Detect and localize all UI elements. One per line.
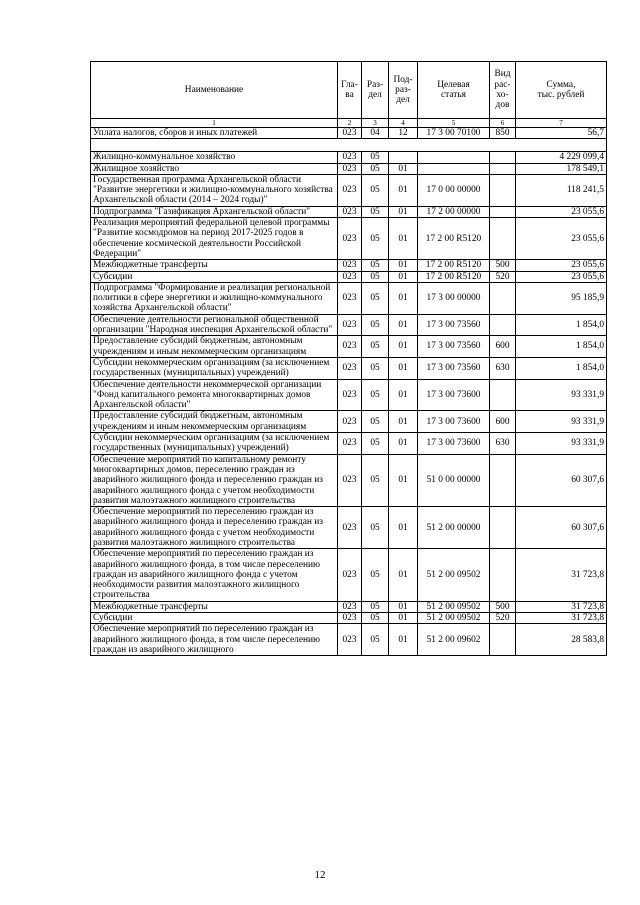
row-name: Межбюджетные трансферты (91, 260, 338, 271)
row-target: 17 3 00 73560 (418, 314, 490, 336)
row-name: Обеспечение деятельности некоммерческой организации "Фонд капитального ремонта многоквартирных домов Архангельской области" (91, 379, 338, 411)
column-number: 2 (338, 119, 362, 128)
row-subsection: 01 (389, 507, 418, 549)
row-name: Уплата налогов, сборов и иных платежей (91, 128, 338, 139)
row-expense-type (490, 282, 516, 314)
table-row (91, 549, 607, 601)
row-subsection: 01 (389, 218, 418, 260)
row-section: 05 (362, 336, 389, 358)
row-chapter: 023 (338, 282, 362, 314)
row-name: Предоставление субсидий бюджетным, автономным учреждениям и иным некоммерческим организациям (91, 411, 338, 433)
column-number: 3 (362, 119, 389, 128)
column-number: 4 (389, 119, 418, 128)
table-row (91, 163, 607, 174)
row-amount: 93 331,9 (516, 379, 607, 411)
row-amount: 23 055,6 (516, 206, 607, 217)
row-expense-type (490, 549, 516, 601)
row-expense-type (490, 314, 516, 336)
table-row (91, 454, 607, 506)
header-section: Раз- дел (362, 62, 389, 119)
row-chapter: 023 (338, 271, 362, 282)
spacer-cell (490, 139, 516, 152)
row-target (418, 163, 490, 174)
row-target (418, 152, 490, 163)
row-amount: 1 854,0 (516, 336, 607, 358)
row-name: Обеспечение мероприятий по переселению граждан из аварийного жилищного фонда, в том числе переселению граждан из аварийного жилищного фонда с учетом необходимости развития малоэтажного жилищного строительства (91, 549, 338, 601)
table-row (91, 174, 607, 206)
row-section: 05 (362, 174, 389, 206)
row-amount: 1 854,0 (516, 357, 607, 379)
row-target: 51 2 00 09502 (418, 549, 490, 601)
spacer-cell (389, 139, 418, 152)
row-section: 05 (362, 549, 389, 601)
row-amount: 56,7 (516, 128, 607, 139)
row-chapter: 023 (338, 454, 362, 506)
row-section: 05 (362, 206, 389, 217)
row-expense-type (490, 174, 516, 206)
row-name: Реализация мероприятий федеральной целевой программы "Развитие космодромов на период 2017-2025 годов в обеспечение космической деятельности Российской Федерации" (91, 218, 338, 260)
row-name: Подпрограмма "Формирование и реализация региональной политики в сфере энергетики и жилищно-коммунального хозяйства Архангельской области" (91, 282, 338, 314)
row-chapter: 023 (338, 206, 362, 217)
row-subsection: 01 (389, 613, 418, 624)
row-subsection: 01 (389, 379, 418, 411)
row-name: Межбюджетные трансферты (91, 601, 338, 612)
row-chapter: 023 (338, 314, 362, 336)
row-expense-type: 520 (490, 271, 516, 282)
row-name: Субсидии (91, 271, 338, 282)
row-target: 51 2 00 09602 (418, 624, 490, 656)
row-target: 51 2 00 00000 (418, 507, 490, 549)
row-subsection: 01 (389, 624, 418, 656)
row-name: Подпрограмма "Газификация Архангельской области" (91, 206, 338, 217)
table-row (91, 433, 607, 455)
row-name: Государственная программа Архангельской области "Развитие энергетики и жилищно-коммунального хозяйства Архангельской области (2014 – 2024 годы)" (91, 174, 338, 206)
row-target: 17 3 00 73600 (418, 379, 490, 411)
row-target: 17 3 00 00000 (418, 282, 490, 314)
row-name: Субсидии некоммерческим организациям (за исключением государственных (муниципальных) учреждений) (91, 357, 338, 379)
row-subsection: 01 (389, 174, 418, 206)
row-chapter: 023 (338, 218, 362, 260)
row-chapter: 023 (338, 411, 362, 433)
row-section: 04 (362, 128, 389, 139)
header-name: Наименование (91, 62, 338, 119)
row-amount: 178 549,1 (516, 163, 607, 174)
table-row (91, 314, 607, 336)
row-expense-type: 630 (490, 433, 516, 455)
spacer-cell (338, 139, 362, 152)
column-number-row (91, 119, 607, 128)
row-subsection: 01 (389, 260, 418, 271)
row-section: 05 (362, 218, 389, 260)
row-section: 05 (362, 271, 389, 282)
row-chapter: 023 (338, 613, 362, 624)
row-target: 17 2 00 R5120 (418, 260, 490, 271)
row-subsection: 01 (389, 314, 418, 336)
row-target: 51 2 00 09502 (418, 601, 490, 612)
row-chapter: 023 (338, 174, 362, 206)
column-number: 7 (516, 119, 607, 128)
column-number: 6 (490, 119, 516, 128)
spacer-cell (418, 139, 490, 152)
row-section: 05 (362, 282, 389, 314)
row-expense-type (490, 379, 516, 411)
spacer-cell (516, 139, 607, 152)
table-row (91, 128, 607, 139)
row-target: 51 0 00 00000 (418, 454, 490, 506)
row-subsection: 01 (389, 336, 418, 358)
row-target: 17 3 00 73560 (418, 357, 490, 379)
row-subsection: 01 (389, 549, 418, 601)
row-amount: 60 307,6 (516, 454, 607, 506)
row-amount: 1 854,0 (516, 314, 607, 336)
row-expense-type: 500 (490, 260, 516, 271)
row-amount: 23 055,6 (516, 271, 607, 282)
header-subsection: Под- раз- дел (389, 62, 418, 119)
header-amount: Сумма, тыс. рублей (516, 62, 607, 119)
row-name: Предоставление субсидий бюджетным, автономным учреждениям и иным некоммерческим организациям (91, 336, 338, 358)
table-row (91, 357, 607, 379)
row-name: Обеспечение деятельности региональной общественной организации "Народная инспекция Архангельской области" (91, 314, 338, 336)
row-subsection: 01 (389, 601, 418, 612)
table-row (91, 613, 607, 624)
header-chapter: Гла- ва (338, 62, 362, 119)
row-amount: 28 583,8 (516, 624, 607, 656)
row-expense-type: 500 (490, 601, 516, 612)
row-target: 17 2 00 R5120 (418, 218, 490, 260)
table-row (91, 507, 607, 549)
row-target: 17 2 00 R5120 (418, 271, 490, 282)
row-amount: 31 723,8 (516, 613, 607, 624)
row-subsection: 01 (389, 357, 418, 379)
row-section: 05 (362, 260, 389, 271)
table-row (91, 601, 607, 612)
row-section: 05 (362, 433, 389, 455)
row-chapter: 023 (338, 163, 362, 174)
row-expense-type: 630 (490, 357, 516, 379)
spacer-cell (362, 139, 389, 152)
row-expense-type (490, 163, 516, 174)
row-target: 17 3 00 73560 (418, 336, 490, 358)
table-row (91, 260, 607, 271)
row-name: Субсидии (91, 613, 338, 624)
row-section: 05 (362, 379, 389, 411)
row-chapter: 023 (338, 260, 362, 271)
budget-table (90, 61, 607, 656)
row-subsection (389, 152, 418, 163)
row-expense-type: 520 (490, 613, 516, 624)
row-section: 05 (362, 411, 389, 433)
row-section: 05 (362, 357, 389, 379)
row-name: Обеспечение мероприятий по капитальному ремонту многоквартирных домов, переселению граждан из аварийного жилищного фонда и переселению граждан из аварийного жилищного фонда с учетом необходимости развития малоэтажного жилищного строительства (91, 454, 338, 506)
row-section: 05 (362, 152, 389, 163)
row-section: 05 (362, 163, 389, 174)
table-row (91, 336, 607, 358)
spacer-row (91, 139, 607, 152)
row-expense-type (490, 507, 516, 549)
row-amount: 60 307,6 (516, 507, 607, 549)
row-amount: 93 331,9 (516, 411, 607, 433)
row-chapter: 023 (338, 433, 362, 455)
row-amount: 31 723,8 (516, 549, 607, 601)
table-row (91, 218, 607, 260)
row-amount: 23 055,6 (516, 218, 607, 260)
row-chapter: 023 (338, 549, 362, 601)
row-amount: 95 185,9 (516, 282, 607, 314)
row-section: 05 (362, 601, 389, 612)
row-subsection: 01 (389, 282, 418, 314)
column-number: 1 (91, 119, 338, 128)
table-row (91, 624, 607, 656)
row-expense-type (490, 152, 516, 163)
row-target: 17 3 00 73600 (418, 433, 490, 455)
row-amount: 31 723,8 (516, 601, 607, 612)
row-amount: 93 331,9 (516, 433, 607, 455)
row-expense-type (490, 454, 516, 506)
table-row (91, 379, 607, 411)
row-target: 17 3 00 70100 (418, 128, 490, 139)
table-row (91, 152, 607, 163)
row-subsection: 01 (389, 433, 418, 455)
row-chapter: 023 (338, 152, 362, 163)
row-expense-type: 850 (490, 128, 516, 139)
row-section: 05 (362, 314, 389, 336)
row-amount: 23 055,6 (516, 260, 607, 271)
row-expense-type (490, 218, 516, 260)
table-row (91, 271, 607, 282)
row-target: 17 3 00 73600 (418, 411, 490, 433)
row-expense-type (490, 206, 516, 217)
row-name: Обеспечение мероприятий по переселению граждан из аварийного жилищного фонда и переселению граждан из аварийного жилищного фонда с учетом необходимости развития малоэтажного жилищного строительства (91, 507, 338, 549)
table-row (91, 411, 607, 433)
row-target: 51 2 00 09502 (418, 613, 490, 624)
table-row (91, 282, 607, 314)
row-section: 05 (362, 613, 389, 624)
row-name: Жилищно-коммунальное хозяйство (91, 152, 338, 163)
row-subsection: 01 (389, 411, 418, 433)
row-target: 17 0 00 00000 (418, 174, 490, 206)
row-expense-type: 600 (490, 336, 516, 358)
row-chapter: 023 (338, 624, 362, 656)
row-subsection: 12 (389, 128, 418, 139)
page-number: 12 (314, 869, 326, 881)
row-chapter: 023 (338, 336, 362, 358)
row-chapter: 023 (338, 128, 362, 139)
row-chapter: 023 (338, 507, 362, 549)
row-target: 17 2 00 00000 (418, 206, 490, 217)
row-expense-type (490, 624, 516, 656)
row-section: 05 (362, 624, 389, 656)
row-section: 05 (362, 454, 389, 506)
row-chapter: 023 (338, 601, 362, 612)
header-target: Целевая статья (418, 62, 490, 119)
row-name: Обеспечение мероприятий по переселению граждан из аварийного жилищного фонда, в том числе переселению граждан из аварийного жилищного (91, 624, 338, 656)
row-subsection: 01 (389, 163, 418, 174)
row-chapter: 023 (338, 379, 362, 411)
spacer-cell (91, 139, 338, 152)
row-chapter: 023 (338, 357, 362, 379)
row-expense-type: 600 (490, 411, 516, 433)
row-subsection: 01 (389, 271, 418, 282)
row-amount: 4 229 099,4 (516, 152, 607, 163)
row-subsection: 01 (389, 206, 418, 217)
table-header (91, 62, 607, 119)
row-name: Жилищное хозяйство (91, 163, 338, 174)
row-name: Субсидии некоммерческим организациям (за исключением государственных (муниципальных) учреждений) (91, 433, 338, 455)
column-number: 5 (418, 119, 490, 128)
row-section: 05 (362, 507, 389, 549)
header-expense-type: Вид рас- хо- дов (490, 62, 516, 119)
table-row (91, 206, 607, 217)
row-amount: 118 241,5 (516, 174, 607, 206)
row-subsection: 01 (389, 454, 418, 506)
